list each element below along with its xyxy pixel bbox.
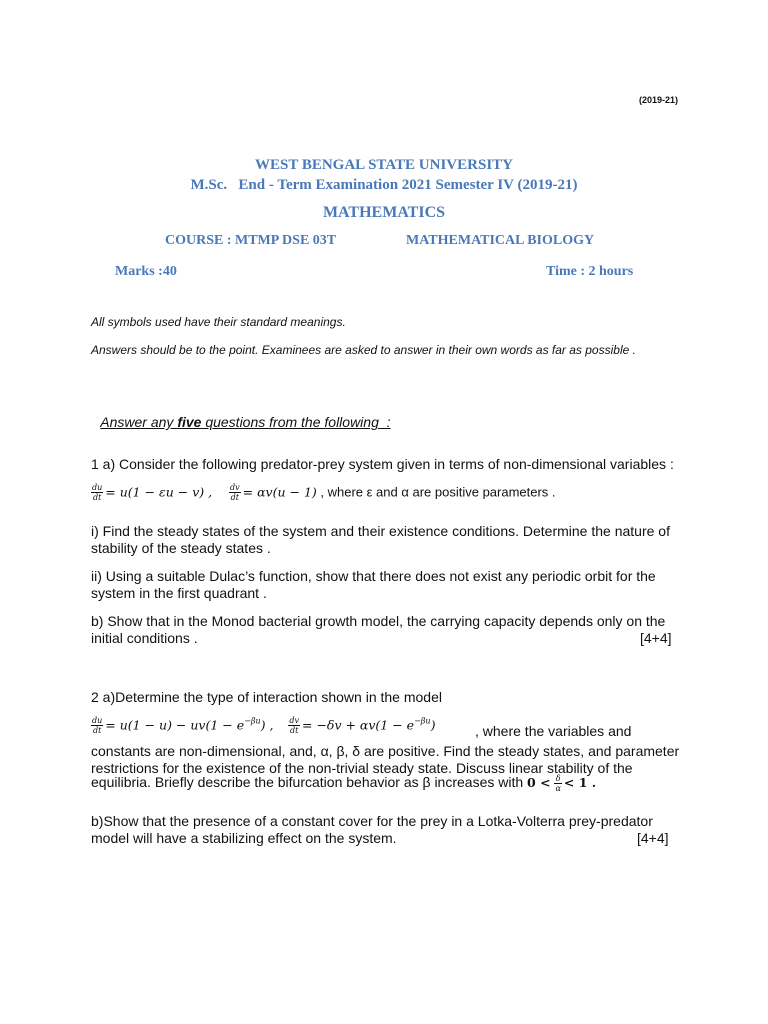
- q2-eq2: = −δv + αv(1 − e: [302, 717, 415, 733]
- directive: [93, 398, 391, 430]
- q1-marks: [4+4]: [640, 630, 672, 646]
- q1-eq-tail: , where ε and α are positive parameters .: [316, 484, 556, 500]
- q2-ineq-frac: $\frac{\delta}{\alpha}$: [555, 774, 561, 793]
- directive-post: questions from the following :: [201, 414, 391, 430]
- q2-eq1-exp: −βu: [244, 716, 261, 726]
- q1-part-b: b) Show that in the Monod bacterial growth model, the carrying capacity depends only on the initial conditions .: [91, 613, 666, 646]
- q2-eq1: = u(1 − u) − uv(1 − e: [105, 717, 245, 733]
- q2-ineq-left: 0 <: [527, 775, 551, 791]
- course-code: COURSE : MTMP DSE 03T: [165, 233, 337, 248]
- directive-pre: Answer any: [100, 414, 178, 430]
- q1-eq1: = u(1 − εu − v) ,: [105, 484, 213, 500]
- q2-ineq-right: < 1 .: [563, 775, 597, 791]
- q2-eq1-end: ) ,: [260, 717, 274, 733]
- q2-intro: 2 a)Determine the type of interaction shown in the model: [91, 689, 442, 705]
- q2-eq-tail: , where the variables and: [475, 723, 632, 739]
- q1-du-dt: $\frac{du}{dt}$: [92, 483, 103, 502]
- university-name: WEST BENGAL STATE UNIVERSITY: [254, 157, 513, 173]
- exam-title: M.Sc. End - Term Examination 2021 Semester IV (2019-21): [190, 177, 578, 193]
- instruction-2: Answers should be to the point. Examinees are asked to answer in their own words as far as possible .: [91, 343, 636, 357]
- subject-title: MATHEMATICS: [322, 204, 446, 221]
- q1-part-i: i) Find the steady states of the system and their existence conditions. Determine the nature of stability of the steady states .: [91, 523, 670, 556]
- q2-eq2-end: ): [430, 717, 436, 733]
- q1-eq2: = αv(u − 1): [242, 484, 317, 500]
- q2-dv-dt: $\frac{dv}{dt}$: [289, 716, 299, 735]
- q2-marks: [4+4]: [637, 830, 669, 846]
- instruction-1: All symbols used have their standard meanings.: [91, 315, 346, 329]
- directive-bold: five: [177, 414, 202, 430]
- q1-intro: 1 a) Consider the following predator-prey system given in terms of non-dimensional variables :: [91, 456, 674, 472]
- q2-du-dt: $\frac{du}{dt}$: [92, 716, 103, 735]
- q2-text-2-pre: equilibria. Briefly describe the bifurcation behavior as β increases with: [91, 774, 528, 791]
- q2-text-2: [91, 774, 596, 793]
- q2-part-b: b)Show that the presence of a constant cover for the prey in a Lotka-Volterra prey-predator model will have a stabilizing effect on the system.: [91, 813, 653, 846]
- year-tag: (2019-21): [638, 95, 678, 105]
- marks-label: Marks :40: [115, 264, 177, 279]
- q2-eq2-exp: −βu: [414, 716, 431, 726]
- q2-equation: [91, 716, 435, 735]
- course-title: MATHEMATICAL BIOLOGY: [406, 233, 595, 248]
- time-label: Time : 2 hours: [546, 264, 634, 279]
- q1-part-ii: ii) Using a suitable Dulac’s function, show that there does not exist any periodic orbit for the system in the first quadrant .: [91, 568, 656, 601]
- q2-text-1: constants are non-dimensional, and, α, β, δ are positive. Find the steady states, and parameter restrictions for the existence of the non-trivial steady state. Discuss linear stability of the: [91, 743, 680, 776]
- q1-dv-dt: $\frac{dv}{dt}$: [230, 483, 240, 502]
- q1-equation: [91, 483, 556, 502]
